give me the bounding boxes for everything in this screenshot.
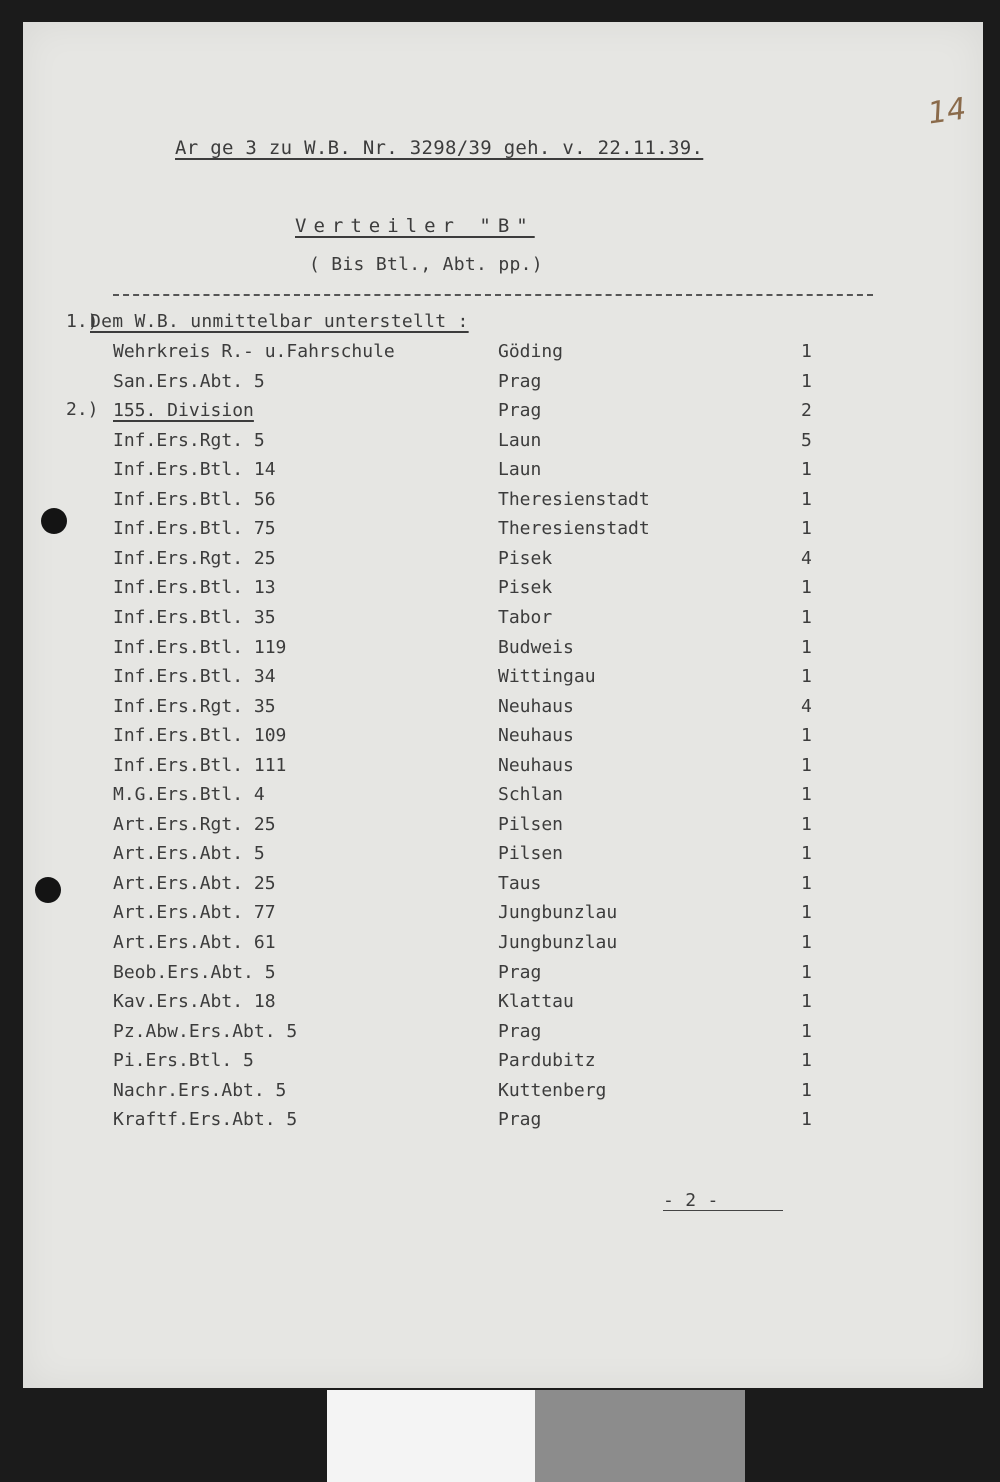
copies-count: 5 (801, 429, 812, 451)
table-row (23, 459, 983, 487)
table-row (23, 577, 983, 605)
unit-name: Art.Ers.Abt. 61 (113, 932, 276, 953)
copies-count: 1 (801, 754, 812, 776)
punch-hole (35, 877, 61, 903)
location: Theresienstadt (498, 488, 650, 510)
location: Laun (498, 429, 542, 451)
table-row (23, 843, 983, 871)
copies-count: 1 (801, 784, 812, 806)
copies-count: 1 (801, 902, 812, 924)
table-row (23, 666, 983, 694)
table-row (23, 1080, 983, 1108)
unit-name: Kraftf.Ers.Abt. 5 (113, 1109, 298, 1131)
location: Schlan (498, 784, 564, 806)
copies-count: 1 (801, 370, 812, 392)
location: Theresienstadt (498, 518, 650, 540)
table-row (23, 962, 983, 990)
copies-count: 1 (801, 932, 812, 953)
location: Klattau (498, 991, 574, 1013)
table-row (23, 1021, 983, 1049)
document-page (23, 22, 983, 1388)
location: Jungbunzlau (498, 902, 618, 924)
location: Laun (498, 459, 542, 481)
table-row (23, 489, 983, 517)
location: Jungbunzlau (498, 932, 618, 953)
unit-name: Inf.Ers.Btl. 34 (113, 666, 276, 688)
location: Budweis (498, 636, 574, 658)
copies-count: 1 (801, 606, 812, 628)
unit-name: Inf.Ers.Btl. 75 (113, 518, 276, 540)
copies-count: 1 (801, 843, 812, 865)
unit-name: Art.Ers.Abt. 77 (113, 902, 276, 924)
copies-count: 1 (801, 1079, 812, 1101)
location: Göding (498, 341, 564, 362)
table-row (23, 902, 983, 930)
location: Tabor (498, 606, 553, 628)
location: Prag (498, 400, 542, 422)
copies-count: 4 (801, 547, 812, 569)
unit-name: Pz.Abw.Ers.Abt. 5 (113, 1020, 298, 1042)
table-row (23, 991, 983, 1019)
copies-count: 1 (801, 961, 812, 983)
copies-count: 1 (801, 341, 812, 362)
copies-count: 1 (801, 813, 812, 835)
document-title: Verteiler "B" (295, 215, 535, 237)
copies-count: 1 (801, 488, 812, 510)
unit-name: Wehrkreis R.- u.Fahrschule (113, 341, 395, 362)
document-subtitle: ( Bis Btl., Abt. pp.) (309, 254, 543, 275)
location: Pardubitz (498, 1050, 596, 1072)
copies-count: 1 (801, 872, 812, 894)
unit-name: Inf.Ers.Btl. 109 (113, 725, 287, 747)
copies-count: 1 (801, 577, 812, 599)
location: Prag (498, 370, 542, 392)
location: Pisek (498, 547, 553, 569)
dashed-divider (113, 294, 873, 296)
table-row (23, 548, 983, 576)
unit-name: Beob.Ers.Abt. 5 (113, 961, 276, 983)
location: Kuttenberg (498, 1079, 607, 1101)
table-row (23, 1109, 983, 1137)
unit-name: Inf.Ers.Rgt. 5 (113, 429, 265, 451)
unit-name: Art.Ers.Abt. 25 (113, 872, 276, 894)
location: Prag (498, 961, 542, 983)
unit-name: Inf.Ers.Btl. 56 (113, 488, 276, 510)
unit-name: Inf.Ers.Btl. 14 (113, 459, 276, 481)
location: Pilsen (498, 843, 564, 865)
table-row (23, 430, 983, 458)
table-row (23, 1050, 983, 1078)
section-heading: Dem W.B. unmittelbar unterstellt : (90, 311, 469, 332)
location: Prag (498, 1109, 542, 1131)
copies-count: 1 (801, 725, 812, 747)
copies-count: 1 (801, 1020, 812, 1042)
location: Pisek (498, 577, 553, 599)
table-row (23, 400, 983, 428)
location: Pilsen (498, 813, 564, 835)
unit-name: Pi.Ers.Btl. 5 (113, 1050, 254, 1072)
location: Neuhaus (498, 754, 574, 776)
table-row (23, 518, 983, 546)
table-row (23, 637, 983, 665)
unit-name: Inf.Ers.Rgt. 25 (113, 547, 276, 569)
table-row (23, 607, 983, 635)
table-row (23, 932, 983, 960)
unit-name: 155. Division (113, 400, 254, 422)
unit-name: San.Ers.Abt. 5 (113, 370, 265, 392)
table-row (23, 725, 983, 753)
page-marker: - 2 - (663, 1190, 719, 1211)
unit-name: Kav.Ers.Abt. 18 (113, 991, 276, 1013)
table-row (23, 371, 983, 399)
location: Taus (498, 872, 542, 894)
footer-rule (663, 1210, 783, 1211)
copies-count: 1 (801, 666, 812, 688)
reference-line: Ar ge 3 zu W.B. Nr. 3298/39 geh. v. 22.11.39. (175, 137, 704, 159)
unit-name: Art.Ers.Abt. 5 (113, 843, 265, 865)
table-row (23, 814, 983, 842)
unit-name: M.G.Ers.Btl. 4 (113, 784, 265, 806)
copies-count: 2 (801, 400, 812, 422)
section-number: 2.) (66, 399, 99, 420)
table-row (23, 873, 983, 901)
location: Neuhaus (498, 725, 574, 747)
punch-hole (41, 508, 67, 534)
section-number: 1.) (66, 311, 99, 332)
scan-calibration-grey (535, 1390, 745, 1482)
copies-count: 1 (801, 459, 812, 481)
unit-name: Inf.Ers.Rgt. 35 (113, 695, 276, 717)
scan-calibration-white (327, 1390, 535, 1482)
copies-count: 1 (801, 518, 812, 540)
copies-count: 1 (801, 636, 812, 658)
unit-name: Nachr.Ers.Abt. 5 (113, 1079, 287, 1101)
unit-name: Inf.Ers.Btl. 35 (113, 606, 276, 628)
table-row (23, 696, 983, 724)
copies-count: 1 (801, 1109, 812, 1131)
handwritten-page-number: 14 (925, 91, 969, 132)
unit-name: Inf.Ers.Btl. 111 (113, 754, 287, 776)
unit-name: Inf.Ers.Btl. 119 (113, 636, 287, 658)
unit-name: Inf.Ers.Btl. 13 (113, 577, 276, 599)
table-row (23, 341, 983, 369)
copies-count: 1 (801, 991, 812, 1013)
location: Neuhaus (498, 695, 574, 717)
copies-count: 4 (801, 695, 812, 717)
copies-count: 1 (801, 1050, 812, 1072)
table-row (23, 755, 983, 783)
location: Prag (498, 1020, 542, 1042)
table-row (23, 784, 983, 812)
unit-name: Art.Ers.Rgt. 25 (113, 813, 276, 835)
location: Wittingau (498, 666, 596, 688)
